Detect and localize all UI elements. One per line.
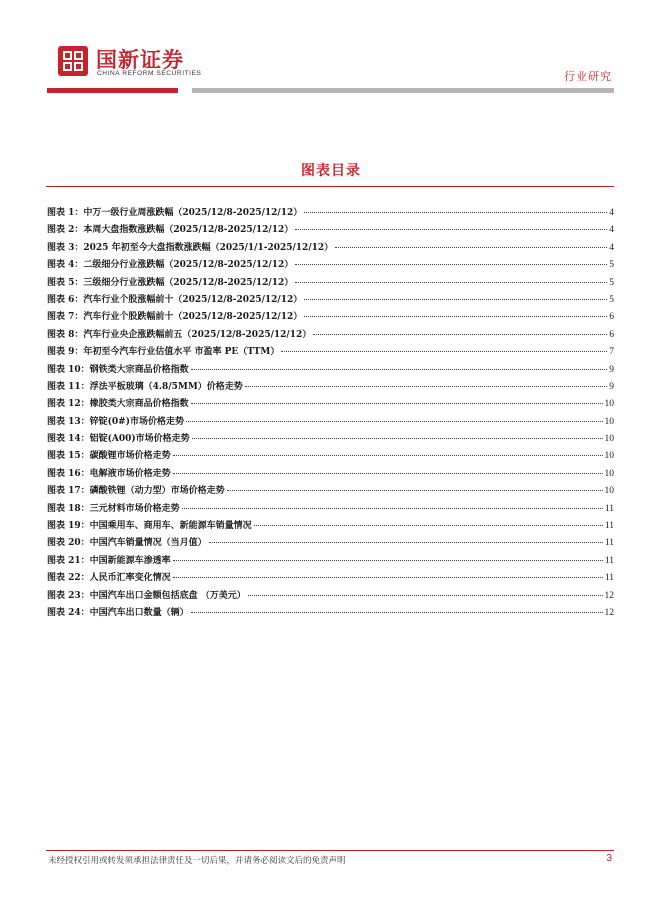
toc-entry-label[interactable]: 图表 24：中国汽车出口数量（辆） <box>47 607 189 618</box>
toc-entry-page[interactable]: 6 <box>609 312 614 323</box>
toc-entry-page[interactable]: 11 <box>604 538 614 549</box>
toc-entry-label[interactable]: 图表 20：中国汽车销量情况（当月值） <box>47 538 207 549</box>
toc-entry-label[interactable]: 图表 6：汽车行业个股涨幅前十（2025/12/8-2025/12/12） <box>47 294 303 305</box>
toc-title-rule <box>46 186 614 187</box>
toc-entry[interactable] <box>47 485 614 502</box>
company-name: 国新证券 <box>96 48 184 72</box>
toc-entry[interactable] <box>47 277 614 294</box>
toc-entry-leader <box>186 421 603 422</box>
toc-entry[interactable] <box>47 450 614 467</box>
page-header <box>0 0 662 100</box>
toc-entry-label[interactable]: 图表 14：铝锭(A00)市场价格走势 <box>47 434 190 445</box>
toc-entry-page[interactable]: 11 <box>604 521 614 532</box>
toc-entry-page[interactable]: 10 <box>604 399 614 410</box>
toc-entry-leader <box>295 282 607 283</box>
toc-entry-page[interactable]: 10 <box>604 416 614 427</box>
toc-entry-leader <box>248 595 603 596</box>
toc-entry-leader <box>173 577 603 578</box>
toc-entry[interactable] <box>47 346 614 363</box>
toc-entry-page[interactable]: 9 <box>609 381 614 392</box>
toc-entry[interactable] <box>47 224 614 241</box>
toc-entry[interactable] <box>47 520 614 537</box>
toc-entry[interactable] <box>47 416 614 433</box>
toc-entry-leader <box>191 369 608 370</box>
toc-entry-leader <box>227 490 603 491</box>
toc-entry-page[interactable]: 4 <box>609 242 614 253</box>
toc-entry-leader <box>191 612 603 613</box>
report-category: 行业研究 <box>564 70 612 83</box>
toc-entry-label[interactable]: 图表 22：人民币汇率变化情况 <box>47 573 171 584</box>
toc-entry-label[interactable]: 图表 16：电解液市场价格走势 <box>47 468 171 479</box>
toc-entry[interactable] <box>47 537 614 554</box>
toc-entry-leader <box>173 560 603 561</box>
toc-entry-page[interactable]: 10 <box>604 434 614 445</box>
toc-entry-label[interactable]: 图表 10：钢铁类大宗商品价格指数 <box>47 364 189 375</box>
toc-entry[interactable] <box>47 329 614 346</box>
toc-list <box>47 207 614 624</box>
toc-entry-label[interactable]: 图表 3：2025 年初至今大盘指数涨跌幅（2025/1/1-2025/12/12） <box>47 242 334 253</box>
toc-entry-page[interactable]: 5 <box>609 294 614 305</box>
toc-entry-label[interactable]: 图表 23：中国汽车出口金额包括底盘 （万美元） <box>47 590 246 601</box>
toc-entry-label[interactable]: 图表 13：锌锭(0#)市场价格走势 <box>47 416 184 427</box>
toc-entry-label[interactable]: 图表 15：碳酸锂市场价格走势 <box>47 451 171 462</box>
toc-entry-page[interactable]: 12 <box>604 590 614 601</box>
toc-entry[interactable] <box>47 433 614 450</box>
toc-entry[interactable] <box>47 311 614 328</box>
header-divider-bar <box>192 88 614 93</box>
toc-entry[interactable] <box>47 294 614 311</box>
toc-entry-leader <box>182 508 603 509</box>
toc-entry-page[interactable]: 4 <box>609 225 614 236</box>
toc-entry[interactable] <box>47 503 614 520</box>
toc-entry-page[interactable]: 10 <box>604 451 614 462</box>
toc-entry[interactable] <box>47 590 614 607</box>
toc-entry[interactable] <box>47 242 614 259</box>
toc-entry-label[interactable]: 图表 7：汽车行业个股跌幅前十（2025/12/8-2025/12/12） <box>47 312 303 323</box>
toc-entry-leader <box>304 212 607 213</box>
toc-entry-label[interactable]: 图表 8：汽车行业央企涨跌幅前五（2025/12/8-2025/12/12） <box>47 329 312 340</box>
toc-entry-label[interactable]: 图表 19：中国乘用车、商用车、新能源车销量情况 <box>47 521 252 532</box>
toc-entry-page[interactable]: 6 <box>609 329 614 340</box>
toc-entry-leader <box>254 525 603 526</box>
toc-entry-leader <box>295 264 607 265</box>
toc-entry-page[interactable]: 4 <box>609 208 614 218</box>
toc-entry-label[interactable]: 图表 11：浮法平板玻璃（4.8/5MM）价格走势 <box>47 381 243 392</box>
page-number: 3 <box>606 853 612 864</box>
toc-entry-leader <box>313 334 607 335</box>
toc-entry[interactable] <box>47 207 614 224</box>
toc-entry[interactable] <box>47 259 614 276</box>
toc-entry-leader <box>192 438 603 439</box>
toc-entry[interactable] <box>47 364 614 381</box>
toc-entry-leader <box>173 455 603 456</box>
toc-entry-label[interactable]: 图表 4：二级细分行业涨跌幅（2025/12/8-2025/12/12） <box>47 260 294 271</box>
toc-entry-label[interactable]: 图表 18：三元材料市场价格走势 <box>47 503 180 514</box>
toc-entry-leader <box>191 403 603 404</box>
company-name-en: CHINA REFORM SECURITIES <box>97 70 202 77</box>
toc-entry-leader <box>245 386 607 387</box>
toc-entry-label[interactable]: 图表 5：三级细分行业涨跌幅（2025/12/8-2025/12/12） <box>47 277 294 288</box>
toc-entry-page[interactable]: 5 <box>609 277 614 288</box>
toc-entry-label[interactable]: 图表 12：橡胶类大宗商品价格指数 <box>47 399 189 410</box>
toc-entry-page[interactable]: 7 <box>609 347 614 358</box>
toc-entry[interactable] <box>47 468 614 485</box>
toc-entry-page[interactable]: 10 <box>604 468 614 479</box>
toc-entry-page[interactable]: 10 <box>604 486 614 497</box>
toc-title: 图表目录 <box>301 163 361 179</box>
toc-entry-page[interactable]: 5 <box>609 260 614 271</box>
toc-entry-label[interactable]: 图表 2：本周大盘指数涨跌幅（2025/12/8-2025/12/12） <box>47 225 294 236</box>
toc-entry[interactable] <box>47 607 614 624</box>
footer-rule <box>46 850 614 851</box>
toc-entry[interactable] <box>47 555 614 572</box>
header-accent-bar <box>47 88 178 93</box>
toc-entry[interactable] <box>47 398 614 415</box>
toc-entry-label[interactable]: 图表 1：中万一级行业周涨跌幅（2025/12/8-2025/12/12） <box>47 208 303 218</box>
toc-entry[interactable] <box>47 381 614 398</box>
toc-entry-leader <box>335 247 607 248</box>
toc-entry-label[interactable]: 图表 9：年初至今汽车行业估值水平 市盈率 PE（TTM） <box>47 347 280 358</box>
toc-entry-label[interactable]: 图表 17：磷酸铁锂（动力型）市场价格走势 <box>47 486 225 497</box>
toc-entry-page[interactable]: 9 <box>609 364 614 375</box>
toc-entry-page[interactable]: 11 <box>604 503 614 514</box>
toc-entry-leader <box>173 473 603 474</box>
toc-entry-page[interactable]: 12 <box>604 607 614 618</box>
toc-entry-leader <box>304 316 607 317</box>
toc-entry-page[interactable]: 11 <box>604 573 614 584</box>
toc-entry-page[interactable]: 11 <box>604 555 614 566</box>
footer-disclaimer: 未经授权引用或转发须承担法律责任及一切后果，并请务必阅读文后的免责声明 <box>48 856 346 866</box>
toc-entry-leader <box>295 229 607 230</box>
company-logo-icon <box>58 46 88 76</box>
toc-entry-leader <box>209 542 603 543</box>
toc-entry-leader <box>281 351 607 352</box>
toc-entry[interactable] <box>47 572 614 589</box>
toc-entry-label[interactable]: 图表 21：中国新能源车渗透率 <box>47 555 171 566</box>
toc-entry-leader <box>304 299 607 300</box>
